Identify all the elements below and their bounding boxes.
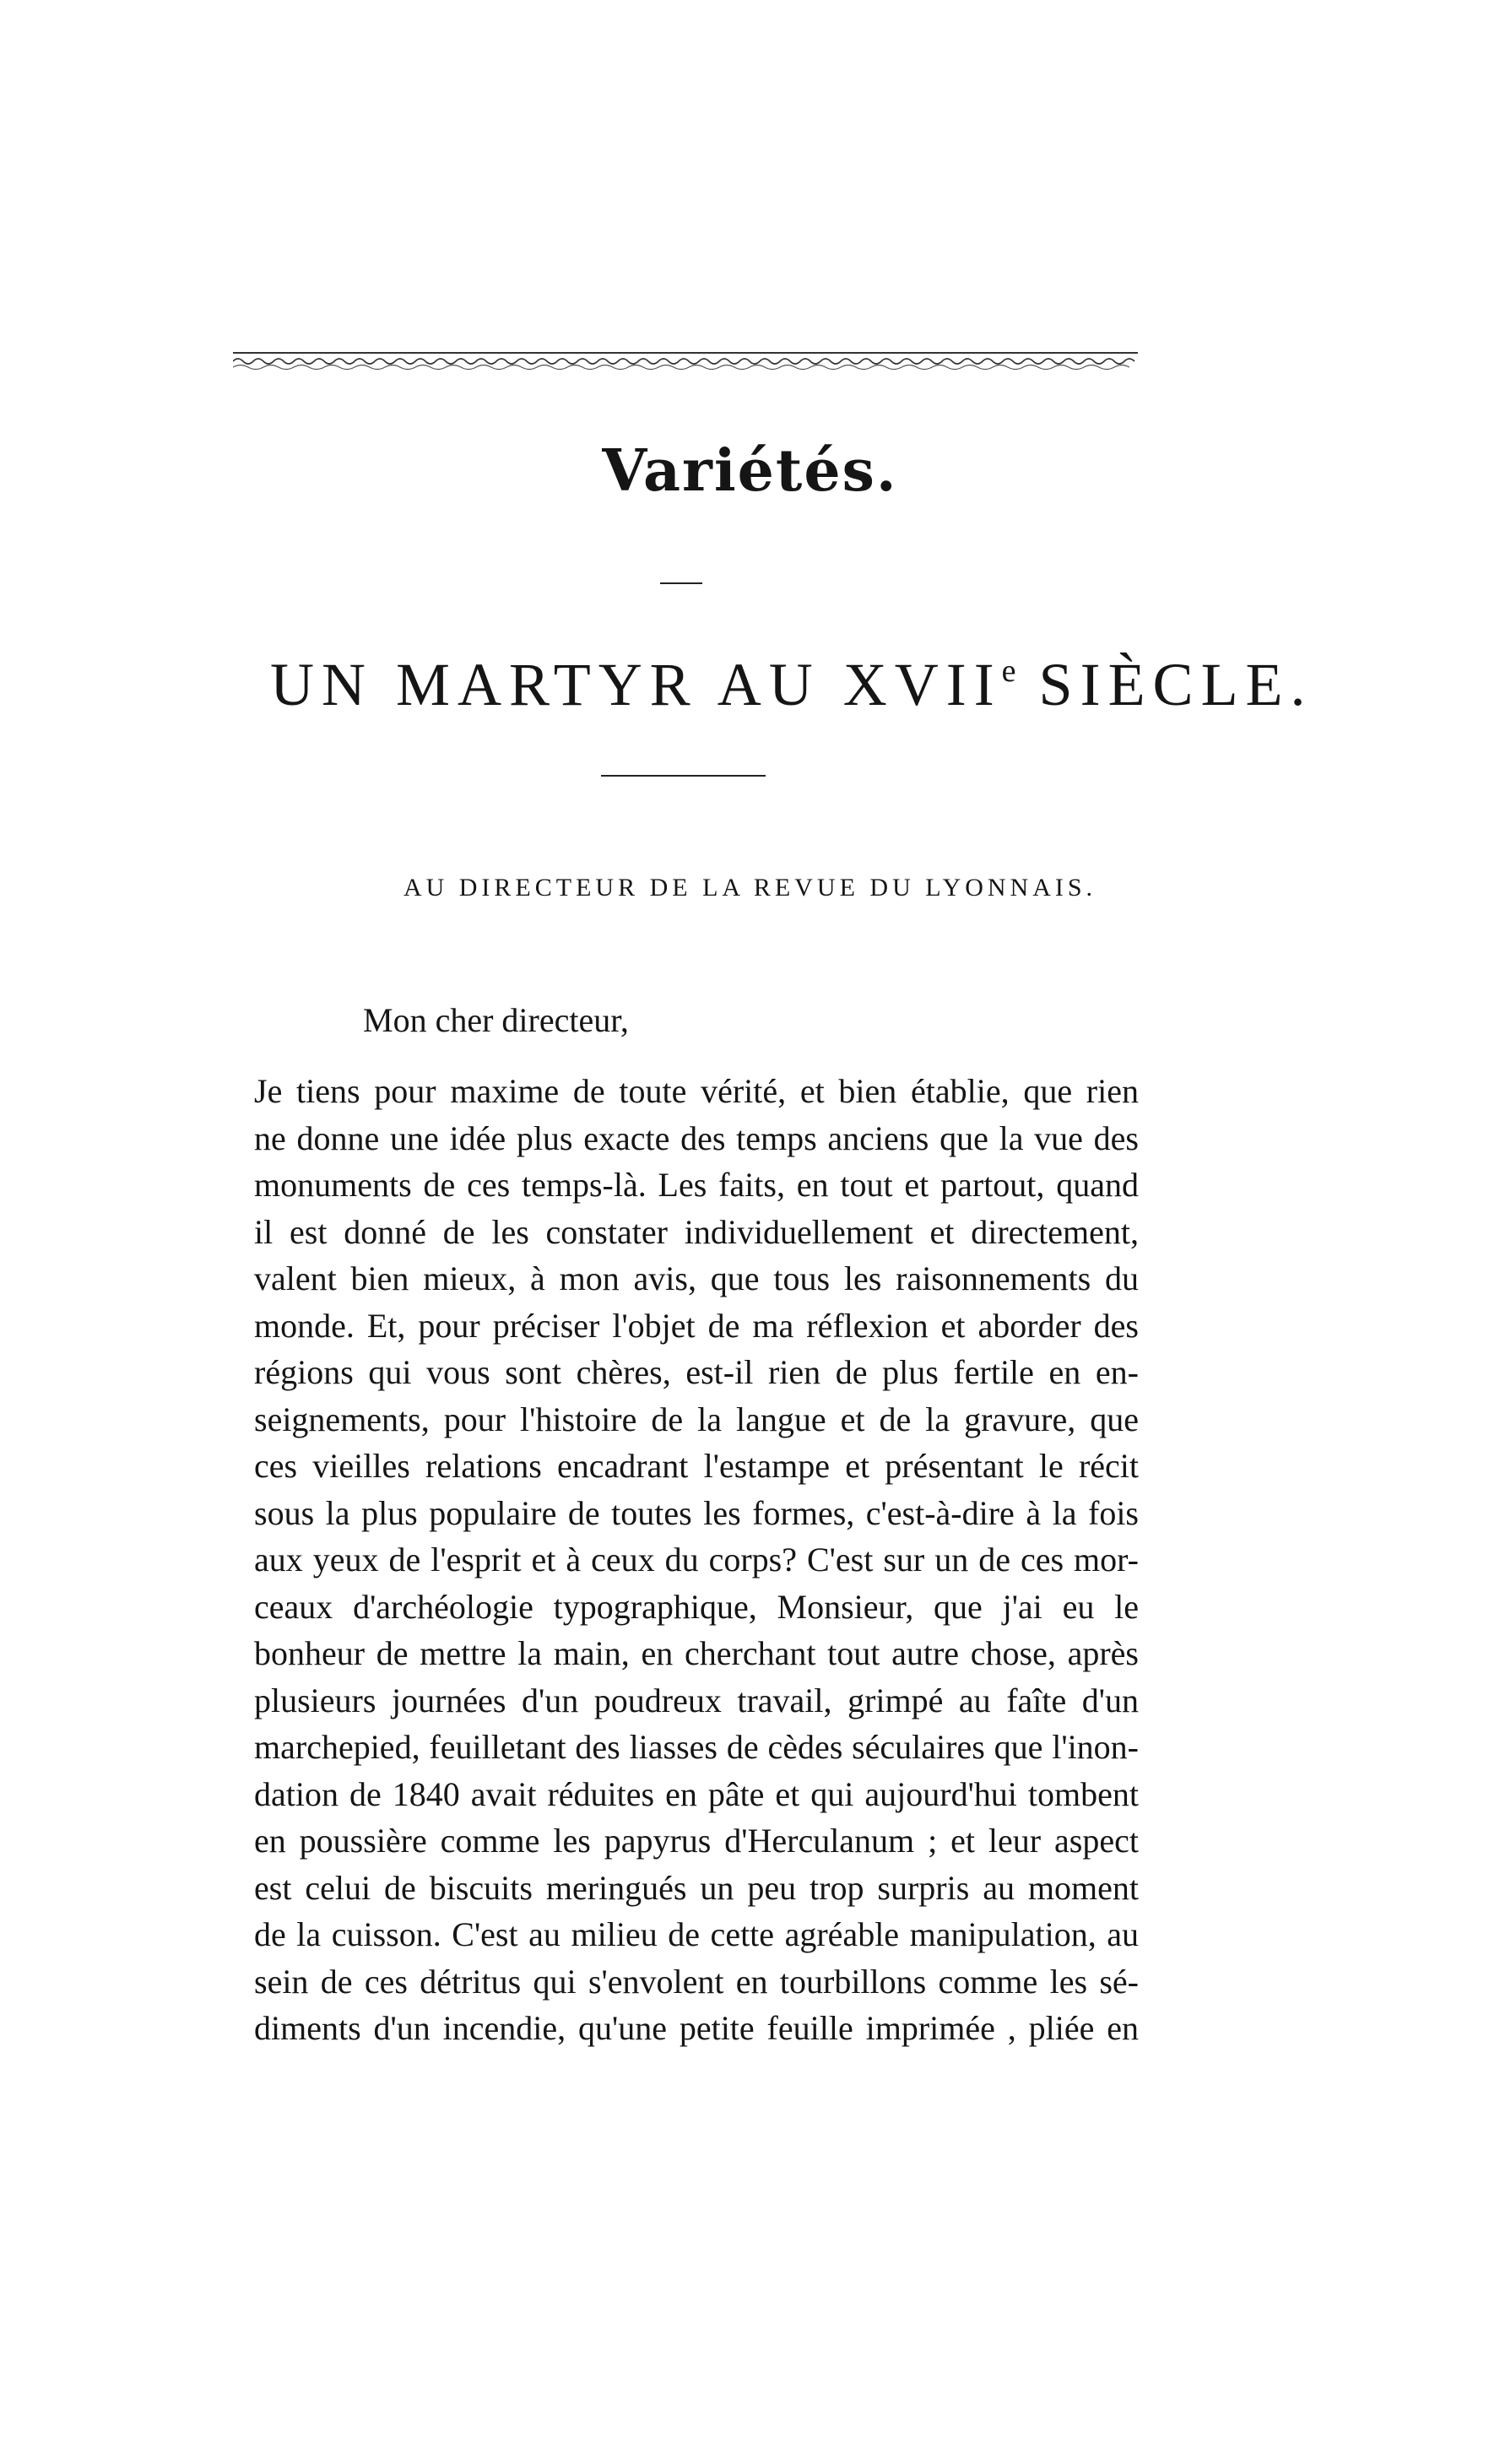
article-title bbox=[270, 651, 1313, 718]
article-title-main: UN MARTYR AU XVII bbox=[270, 651, 1002, 718]
body-line: marchepied, feuilletant des liasses de cèdes séculaires que l'inon- bbox=[254, 1728, 1139, 1766]
body-line: ne donne une idée plus exacte des temps anciens que la vue des bbox=[254, 1118, 1139, 1157]
body-line: sein de ces détritus qui s'envolent en tourbillons comme les sé- bbox=[254, 1962, 1139, 2001]
body-line: de la cuisson. C'est au milieu de cette agréable manipulation, au bbox=[254, 1915, 1139, 1953]
body-line: dation de 1840 avait réduites en pâte et qui aujourd'hui tombent bbox=[254, 1774, 1139, 1813]
article-title-superscript: e bbox=[1001, 653, 1016, 689]
body-line: régions qui vous sont chères, est-il rien de plus fertile en en- bbox=[254, 1353, 1139, 1391]
body-line: seignements, pour l'histoire de la langue et de la gravure, que bbox=[254, 1400, 1139, 1438]
body-line: est celui de biscuits meringués un peu trop surpris au moment bbox=[254, 1868, 1139, 1907]
title-divider bbox=[601, 775, 766, 777]
letter-address: AU DIRECTEUR DE LA REVUE DU LYONNAIS. bbox=[403, 874, 1097, 902]
body-line: Je tiens pour maxime de toute vérité, et bien établie, que rien bbox=[254, 1072, 1139, 1110]
section-title: Variétés. bbox=[602, 437, 898, 505]
body-line: aux yeux de l'esprit et à ceux du corps? C'est sur un de ces mor- bbox=[254, 1541, 1139, 1579]
body-line: en poussière comme les papyrus d'Herculanum ; et leur aspect bbox=[254, 1822, 1139, 1860]
body-line: bonheur de mettre la main, en cherchant tout autre chose, après bbox=[254, 1634, 1139, 1672]
body-text bbox=[254, 1068, 1139, 2052]
letter-salutation: Mon cher directeur, bbox=[363, 1001, 629, 1039]
body-line: plusieurs journées d'un poudreux travail, grimpé au faîte d'un bbox=[254, 1681, 1139, 1719]
decorative-wavy-rule bbox=[233, 348, 1138, 373]
body-line: valent bien mieux, à mon avis, que tous les raisonnements du bbox=[254, 1259, 1139, 1297]
body-line: monde. Et, pour préciser l'objet de ma réflexion et aborder des bbox=[254, 1306, 1139, 1345]
body-line: monuments de ces temps-là. Les faits, en tout et partout, quand bbox=[254, 1166, 1139, 1204]
body-line: ceaux d'archéologie typographique, Monsieur, que j'ai eu le bbox=[254, 1587, 1139, 1626]
short-divider bbox=[660, 582, 702, 584]
body-line: il est donné de les constater individuellement et directement, bbox=[254, 1212, 1139, 1251]
article-title-end: SIÈCLE. bbox=[1015, 651, 1313, 718]
body-line: ces vieilles relations encadrant l'estampe et présentant le récit bbox=[254, 1447, 1139, 1485]
body-line: diments d'un incendie, qu'une petite feuille imprimée , pliée en bbox=[254, 2009, 1139, 2047]
body-line: sous la plus populaire de toutes les formes, c'est-à-dire à la fois bbox=[254, 1493, 1139, 1532]
